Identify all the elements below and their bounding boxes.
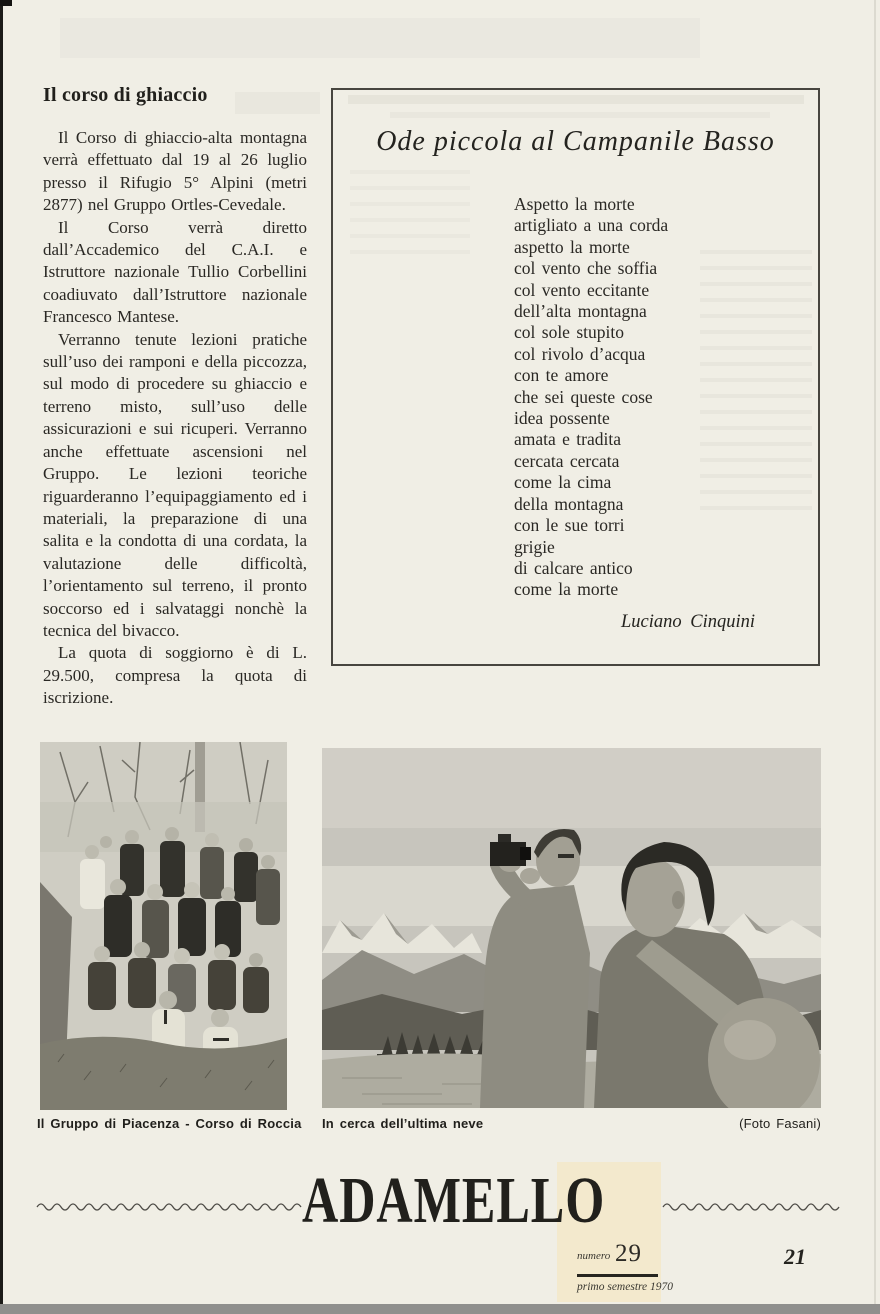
poem-line: col sole stupito xyxy=(514,322,624,343)
hikers-photo-illustration xyxy=(322,748,821,1108)
poem-line: grigie xyxy=(514,536,555,557)
scan-edge-left xyxy=(0,0,3,1308)
issue-rule xyxy=(577,1274,658,1277)
scan-edge-bottom xyxy=(0,1304,880,1314)
poem-line: della montagna xyxy=(514,493,624,514)
photographer-silhouette xyxy=(480,829,590,1108)
hikers-photo xyxy=(322,748,821,1108)
issue-period: primo semestre 1970 xyxy=(577,1281,674,1293)
photo-credit: (Foto Fasani) xyxy=(739,1116,821,1131)
scan-edge-notch xyxy=(0,0,12,6)
bleedthrough-artifact xyxy=(60,18,700,58)
poem-line: col vento eccitante xyxy=(514,279,650,300)
article-paragraph: La quota di soggiorno è di L. 29.500, compresa la quota di iscrizione. xyxy=(43,643,307,708)
poem-line: aspetto la morte xyxy=(514,236,630,257)
poem-line: cercata cercata xyxy=(514,450,620,471)
poem-line: col vento che soffia xyxy=(514,258,658,279)
group-photo xyxy=(40,742,287,1110)
page-number: 21 xyxy=(784,1244,806,1269)
poem-line: col rivolo d’acqua xyxy=(514,343,646,364)
poem-line: Aspetto la morte xyxy=(514,194,635,214)
poem-line: di calcare antico xyxy=(514,557,633,578)
photo-caption-left: Il Gruppo di Piacenza - Corso di Roccia xyxy=(37,1116,302,1131)
scan-edge-right xyxy=(874,0,876,1314)
masthead-title: ADAMELLO xyxy=(302,1163,606,1237)
poem-line: che sei queste cose xyxy=(514,386,653,407)
poem-title: Ode piccola al Campanile Basso xyxy=(376,126,775,157)
poem-line: con te amore xyxy=(514,365,609,386)
article-paragraph: Il Corso di ghiaccio-alta montagna verrà effettuato dal 19 al 26 luglio presso il Rifugio 5° Alpini (metri 2877) nel Gruppo Ortles-Cevedale. xyxy=(43,128,307,215)
poem-box xyxy=(331,88,820,666)
poem-line: con le sue torri xyxy=(514,515,625,536)
poem-line: idea possente xyxy=(514,408,610,429)
article-paragraph: Il Corso verrà diretto dall’Accademico del C.A.I. e Istruttore nazionale Tullio Corbellini coadiuvato dall’Istruttore nazionale Francesco Mantese. xyxy=(43,217,307,327)
poem-author: Luciano Cinquini xyxy=(621,611,756,632)
wavy-rule-right xyxy=(662,1200,848,1212)
issue-number: 29 xyxy=(615,1240,642,1267)
poem-line: come la cima xyxy=(514,472,612,493)
article-ice-course xyxy=(43,84,307,710)
article-paragraph: Verranno tenute lezioni pratiche sull’uso dei ramponi e della piccozza, sul modo di procedere su ghiaccio e terreno misto, sull’uso delle assicurazioni e sui ricuperi. Verranno anche effettuate ascensioni nel Gruppo. Le lezioni teoriche riguarderanno l’equipaggiamento ed i materiali, la preparazione di una salita e la condotta di una cordata, la valutazione delle difficoltà, l’orientamento sul terreno, il pronto soccorso ed i salvataggi nonchè la tecnica del bivacco. xyxy=(43,329,307,640)
poem-line: dell’alta montagna xyxy=(514,301,647,322)
poem-line: artigliato a una corda xyxy=(514,215,669,236)
article-heading: Il corso di ghiaccio xyxy=(43,84,208,106)
issue-label: numero xyxy=(577,1250,611,1262)
poem-line: come la morte xyxy=(514,579,619,600)
poem-line: amata e tradita xyxy=(514,429,621,450)
wavy-rule-left xyxy=(36,1200,308,1212)
photo-caption-right: In cerca dell’ultima neve xyxy=(322,1116,484,1131)
poem-body xyxy=(514,194,818,601)
group-photo-illustration xyxy=(40,742,287,1110)
